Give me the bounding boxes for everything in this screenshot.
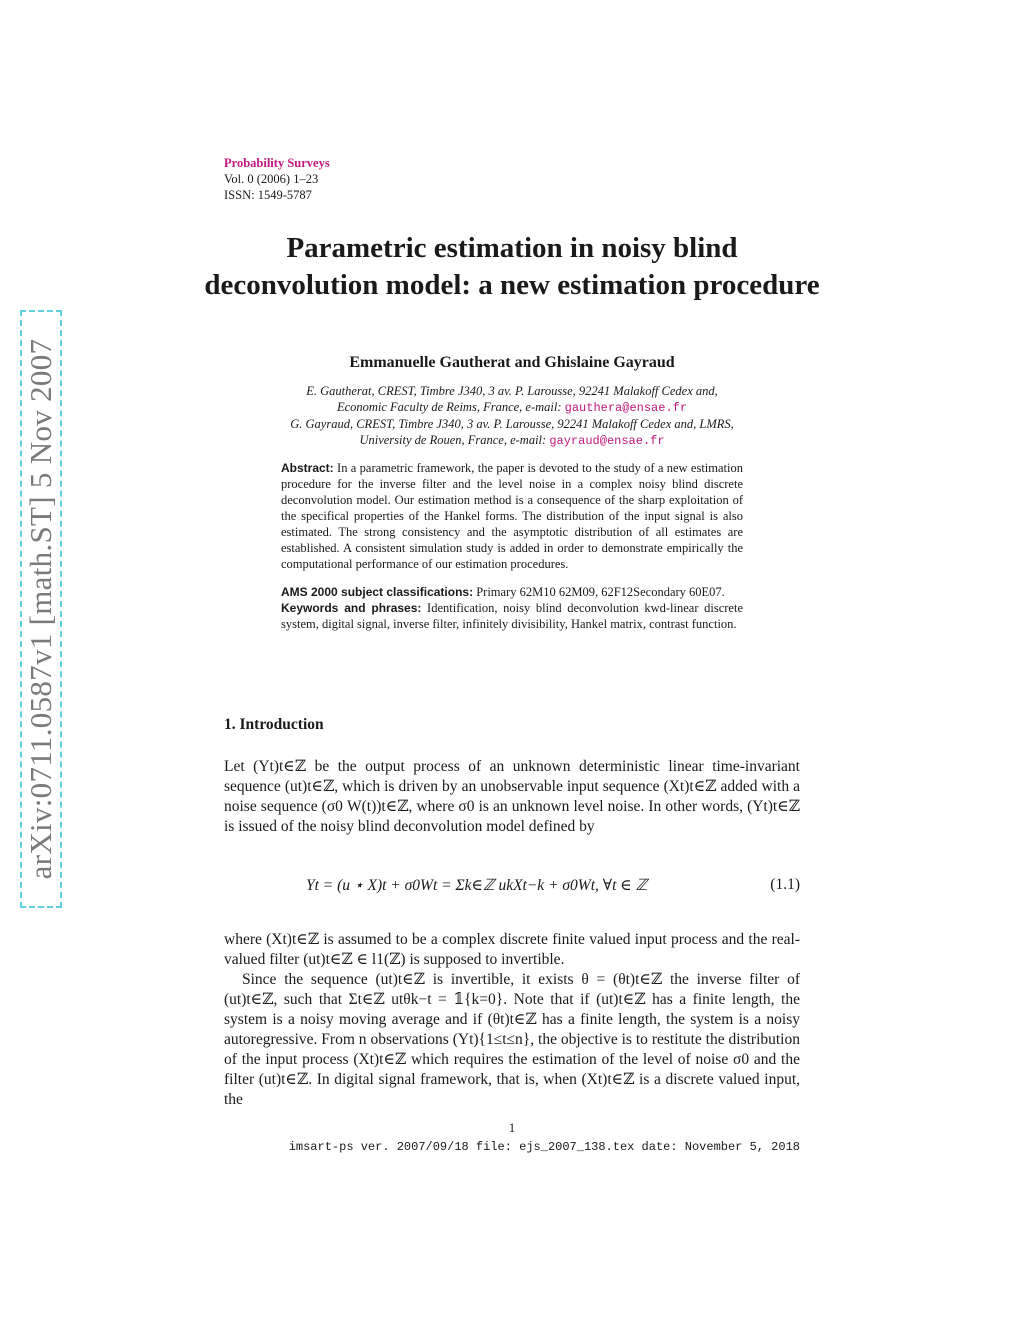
email-link-gayraud[interactable]: gayraud@ensae.fr [549,434,665,448]
affiliation-line-3: G. Gayraud, CREST, Timbre J340, 3 av. P. Larousse, 92241 Malakoff Cedex and, LMRS, [290,417,734,431]
page-footer: imsart-ps ver. 2007/09/18 file: ejs_2007_138.tex date: November 5, 2018 [288,1140,800,1154]
journal-issn: ISSN: 1549-5787 [224,188,312,202]
abstract-label: Abstract: [281,461,334,475]
page-number: 1 [508,1120,516,1135]
arxiv-stamp [20,310,62,908]
keywords-label: Keywords and phrases: [281,601,422,615]
equation-number: (1.1) [770,876,800,893]
equation-body: Yt = (u ⋆ X)t + σ0Wt = Σk∈ℤ ukXt−k + σ0Wt, ∀t ∈ ℤ [306,877,648,894]
intro-paragraph-3: Since the sequence (ut)t∈ℤ is invertible, it exists θ = (θt)t∈ℤ the inverse filter of (ut)t∈ℤ, such that Σt∈ℤ utθk−t = 𝟙{k=0}. Note that if (ut)t∈ℤ has a finite length, the system is a noisy moving average and if (θt)t∈ℤ has a finite length, the system is a noisy autoregressive. From n observations (Yt){1≤t≤n}, the objective is to restitute the distribution of the input process (Xt)t∈ℤ which requires the estimation of the level of noise σ0 and the filter (ut)t∈ℤ. In digital signal framework, that is, when (Xt)t∈ℤ is a discrete valued input, the [224,971,800,1108]
affiliation-line-1: E. Gautherat, CREST, Timbre J340, 3 av. P. Larousse, 92241 Malakoff Cedex and, [306,384,718,398]
abstract-text: In a parametric framework, the paper is devoted to the study of a new estimation procedure for the inverse filter and the level noise in a complex noisy blind discrete deconvolution model. Our estimation method is a consequence of the sharp exploitation of the specifical properties of the Hankel forms. The distribution of the input signal is also estimated. The strong consistency and the asymptotic distribution of all estimates are established. A consistent simulation study is added in order to demonstrate empirically the computational performance of our estimation procedures. [281,461,743,571]
paper-title: Parametric estimation in noisy blind deconvolution model: a new estimation procedure [204,232,820,301]
email-link-gautherat[interactable]: gauthera@ensae.fr [564,401,688,415]
section-heading-introduction: 1. Introduction [224,716,324,733]
ams-classification: AMS 2000 subject classifications: Primary 62M10 62M09, 62F12Secondary 60E07. [281,585,725,599]
keywords: Keywords and phrases: Identification, noisy blind deconvolution kwd-linear discrete system, digital signal, inverse filter, infinitely divisibility, Hankel matrix, contrast function. [281,601,743,631]
journal-header [224,155,330,203]
arxiv-stamp-text: arXiv:0711.0587v1 [math.ST] 5 Nov 2007 [23,338,58,880]
paper-authors: Emmanuelle Gautherat and Ghislaine Gayraud [349,354,675,371]
abstract-block [281,460,743,632]
affiliation-line-4: University de Rouen, France, e-mail: gayraud@ensae.fr [359,433,665,448]
ams-label: AMS 2000 subject classifications: [281,585,474,599]
intro-paragraph-2: where (Xt)t∈ℤ is assumed to be a complex discrete finite valued input process and the real-valued filter (ut)t∈ℤ ∈ l1(ℤ) is supposed to invertible. Since the sequence (ut)t∈ℤ is invertible, it exists θ = (θt)t∈ℤ the inverse filter of (ut)t∈ℤ, such that Σt∈ℤ utθk−t = 𝟙{k=0}. Note that if (ut)t∈ℤ has a finite length, the system is a noisy moving average and if (θt)t∈ℤ has a finite length, the system is a noisy autoregressive. From n observations (Yt){1≤t≤n}, the objective is to restitute the distribution of the input process (Xt)t∈ℤ which requires the estimation of the level of noise σ0 and the filter (ut)t∈ℤ. In digital signal framework, that is, when (Xt)t∈ℤ is a discrete valued input, the [224,931,800,1108]
equation-1-1 [224,872,800,912]
journal-name[interactable]: Probability Surveys [224,156,330,170]
affiliation-line-2: Economic Faculty de Reims, France, e-mail: gauthera@ensae.fr [336,400,688,415]
abstract-paragraph [281,460,743,572]
affiliations [200,383,824,449]
journal-volume: Vol. 0 (2006) 1–23 [224,172,319,186]
intro-paragraph-1: Let (Yt)t∈ℤ be the output process of an unknown deterministic linear time-invariant sequence (ut)t∈ℤ, which is driven by an unobservable input sequence (Xt)t∈ℤ added with a noise sequence (σ0 W(t))t∈ℤ, where σ0 is an unknown level noise. In other words, (Yt)t∈ℤ is issued of the noisy blind deconvolution model defined by [224,758,800,835]
